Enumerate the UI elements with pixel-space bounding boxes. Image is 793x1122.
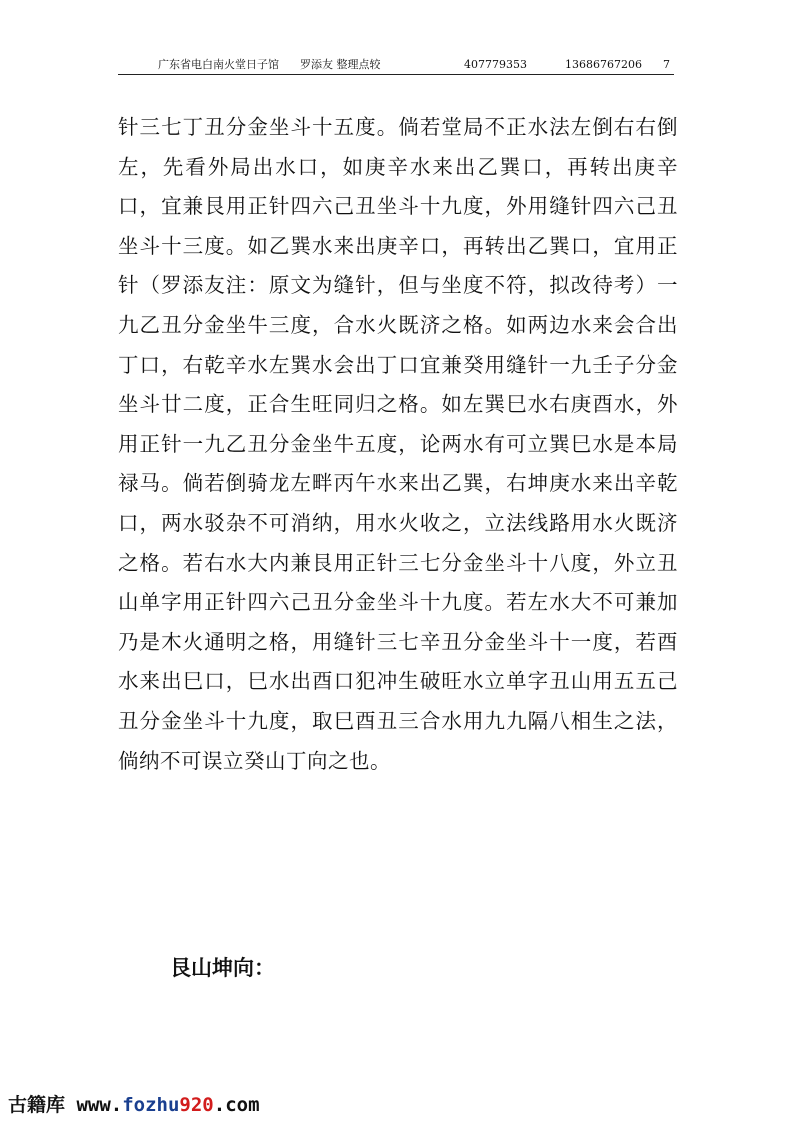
header-editor: 罗添友 整理点较: [300, 58, 381, 71]
page-header: [118, 58, 674, 75]
header-phone-number: 13686767206: [565, 58, 642, 71]
section-heading: 艮山坤向：: [170, 956, 275, 980]
footer-url-prefix: www.: [65, 1094, 123, 1116]
body-paragraph: 针三七丁丑分金坐斗十五度。倘若堂局不正水法左倒右右倒左，先看外局出水口，如庚辛水来出乙巽口，再转出庚辛口，宜兼艮用正针四六己丑坐斗十九度，外用缝针四六己丑坐斗十三度。如乙巽水来出庚辛口，再转出乙巽口，宜用正针（罗添友注：原文为缝针，但与坐度不符，拟改待考）一九乙丑分金坐牛三度，合水火既济之格。如两边水来会合出丁口，右乾辛水左巽水会出丁口宜兼癸用缝针一九壬子分金坐斗廿二度，正合生旺同归之格。如左巽巳水右庚酉水，外用正针一九乙丑分金坐牛五度，论两水有可立巽巳水是本局禄马。倘若倒骑龙左畔丙午水来出乙巽，右坤庚水来出辛乾口，两水驳杂不可消纳，用水火收之，立法线路用水火既济之格。若右水大内兼艮用正针三七分金坐斗十八度，外立丑山单字用正针四六己丑分金坐斗十九度。若左水大不可兼加乃是木火通明之格，用缝针三七辛丑分金坐斗十一度，若酉水来出巳口，巳水出酉口犯冲生破旺水立单字丑山用五五己丑分金坐斗十九度，取巳酉丑三合水用九九隔八相生之法，倘纳不可误立癸山丁向之也。: [118, 115, 678, 773]
header-qq-number: 407779353: [464, 58, 527, 71]
header-organization: 广东省电白南火堂日子馆: [158, 58, 279, 71]
footer-library-name: 古籍库: [8, 1094, 66, 1116]
footer-watermark: [8, 1090, 260, 1117]
header-page-number: 7: [663, 58, 670, 71]
footer-url-brand: fozhu: [122, 1094, 180, 1116]
footer-url-number: 920: [179, 1094, 214, 1116]
footer-url-suffix: .com: [213, 1094, 260, 1116]
